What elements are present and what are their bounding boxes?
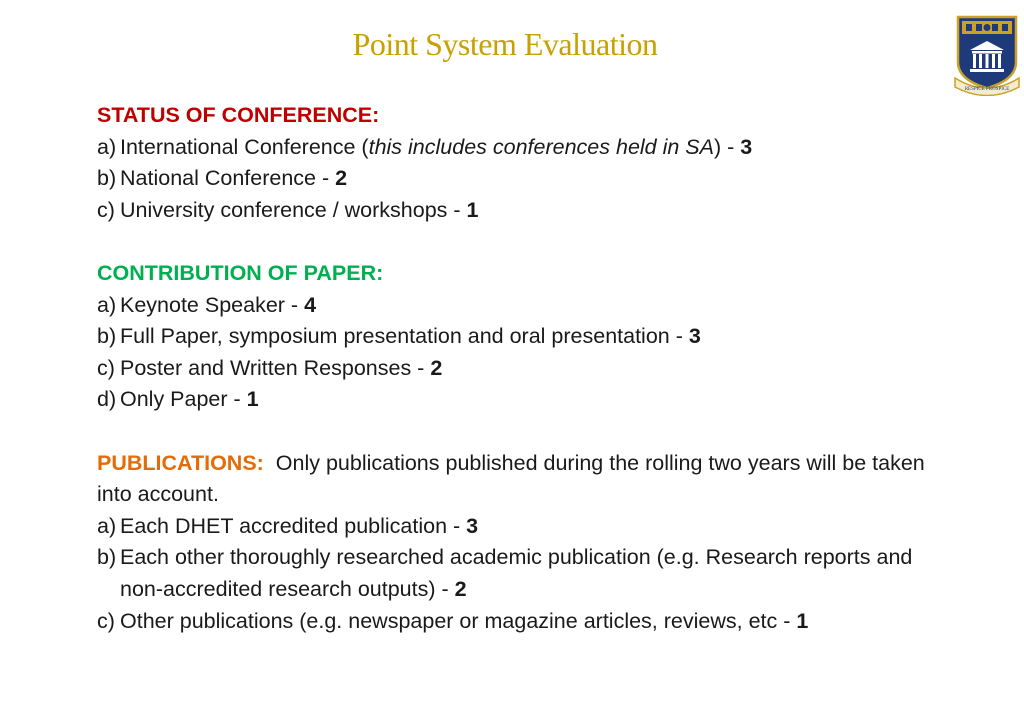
list-item <box>97 384 927 416</box>
points-value: 2 <box>454 576 467 601</box>
publications-intro-paragraph <box>97 448 927 511</box>
points-value: 1 <box>796 608 809 633</box>
points-value: 3 <box>466 513 479 538</box>
crest-banner: RESPICE PROSPICE <box>964 87 1010 92</box>
item-marker: c) <box>97 608 115 633</box>
list-item <box>97 195 927 227</box>
university-crest-icon <box>954 14 1020 96</box>
publications-section <box>97 448 927 638</box>
list-item <box>97 511 927 543</box>
item-text: Each DHET accredited publication - <box>120 513 467 538</box>
item-marker: a) <box>97 513 117 538</box>
item-marker: c) <box>97 355 115 380</box>
item-marker: b) <box>97 545 117 570</box>
item-marker: a) <box>97 134 117 159</box>
item-text: ) - <box>714 134 741 159</box>
item-marker: d) <box>97 387 117 412</box>
page-title: Point System Evaluation <box>352 26 658 62</box>
item-text: International Conference ( <box>120 134 369 159</box>
points-value: 1 <box>246 387 259 412</box>
item-marker: a) <box>97 292 117 317</box>
item-text: Keynote Speaker - <box>120 292 305 317</box>
item-text: Each other thoroughly researched academic publication (e.g. Research reports and non-accredited research outputs) - <box>120 545 913 601</box>
item-text: Other publications (e.g. newspaper or magazine articles, reviews, etc - <box>120 608 797 633</box>
contribution-heading: CONTRIBUTION OF PAPER: <box>97 260 384 285</box>
contribution-section <box>97 258 927 416</box>
item-marker: b) <box>97 324 117 349</box>
item-text: Only Paper - <box>120 387 247 412</box>
list-item <box>97 321 927 353</box>
item-text: National Conference - <box>120 166 336 191</box>
points-value: 2 <box>335 166 348 191</box>
list-item <box>97 132 927 164</box>
list-item <box>97 353 927 385</box>
content <box>97 100 927 669</box>
publications-intro: Only publications published during the rolling two years will be taken into account. <box>97 450 925 507</box>
item-marker: c) <box>97 197 115 222</box>
item-text: Poster and Written Responses - <box>120 355 431 380</box>
points-value: 2 <box>430 355 443 380</box>
list-item <box>97 290 927 322</box>
list-item <box>97 163 927 195</box>
points-value: 1 <box>466 197 479 222</box>
points-value: 3 <box>740 134 753 159</box>
status-section <box>97 100 927 226</box>
item-marker: b) <box>97 166 117 191</box>
item-text: Full Paper, symposium presentation and oral presentation - <box>120 324 689 349</box>
points-value: 3 <box>688 324 701 349</box>
list-item <box>97 542 927 605</box>
publications-heading: PUBLICATIONS: <box>97 450 264 475</box>
points-value: 4 <box>304 292 317 317</box>
item-text: University conference / workshops - <box>120 197 467 222</box>
status-heading: STATUS OF CONFERENCE: <box>97 103 380 127</box>
list-item <box>97 606 927 638</box>
item-text-italic: this includes conferences held in SA <box>368 134 714 159</box>
